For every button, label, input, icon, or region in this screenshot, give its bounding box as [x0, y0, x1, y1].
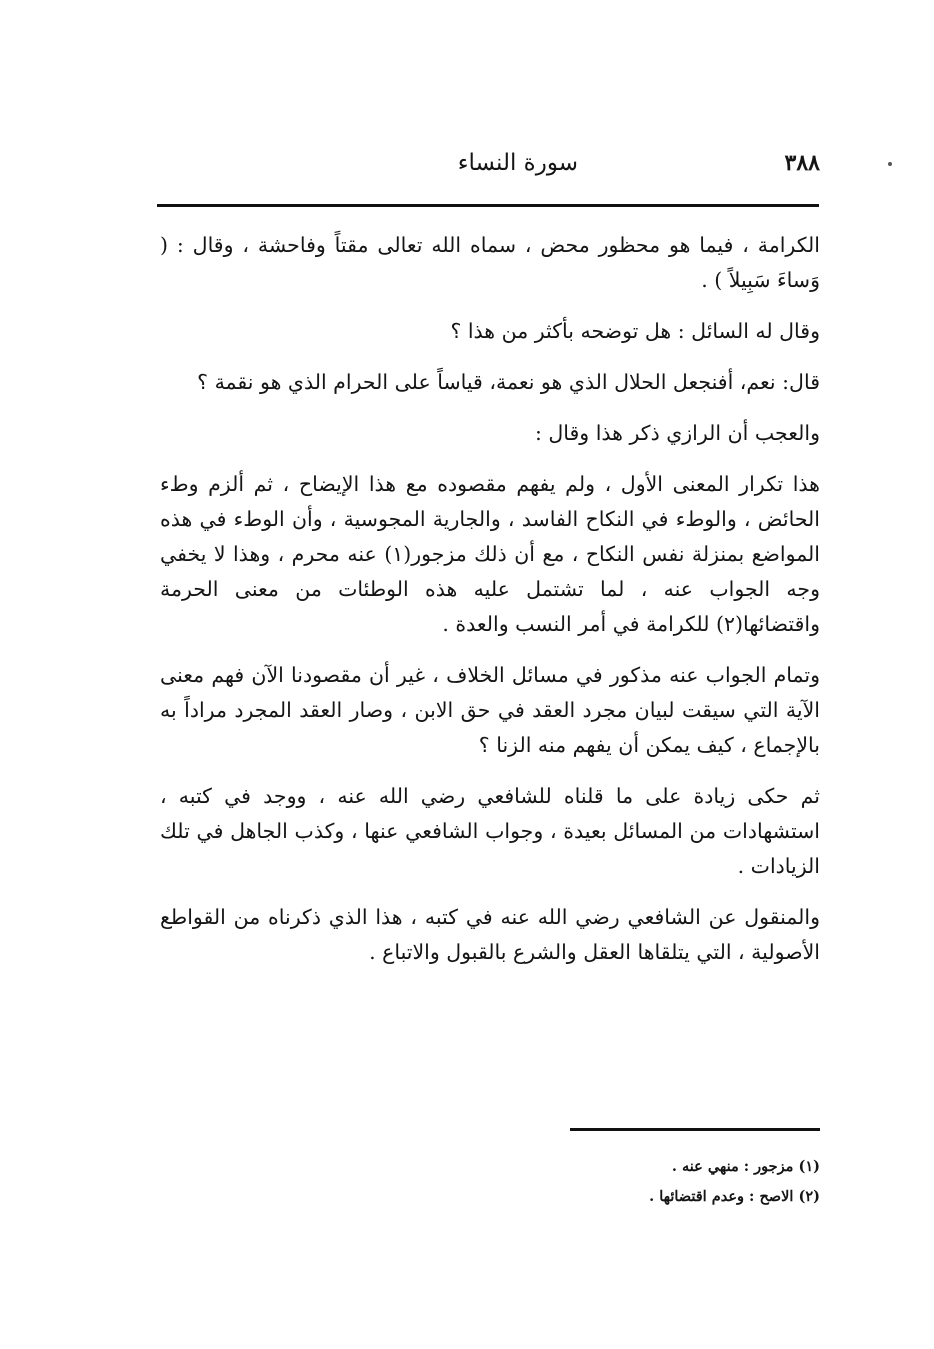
- paragraph: وتمام الجواب عنه مذكور في مسائل الخلاف ، غير أن مقصودنا الآن فهم معنى الآية التي سيقت لبيان مجرد العقد في حق الابن ، وصار العقد المجرد مراداً به بالإجماع ، كيف يمكن أن يفهم منه الزنا ؟: [160, 663, 820, 757]
- header-rule: [157, 204, 819, 207]
- paragraph: قال: نعم، أفنجعل الحلال الذي هو نعمة، قياساً على الحرام الذي هو نقمة ؟: [197, 370, 820, 394]
- paragraph: والعجب أن الرازي ذكر هذا وقال :: [534, 421, 820, 445]
- scan-speck: [888, 162, 892, 166]
- footnote: (٢) الاصح : وعدم اقتضائها .: [649, 1188, 820, 1205]
- page-number: ٣٨٨: [784, 150, 820, 176]
- footnote-rule: [570, 1128, 820, 1131]
- paragraph: هذا تكرار المعنى الأول ، ولم يفهم مقصوده مع هذا الإيضاح ، ثم ألزم وطء الحائض ، والوطء في النكاح الفاسد ، والجارية المجوسية ، وأن الوطء في هذه المواضع بمنزلة نفس النكاح ، مع أن ذلك مزجور(١) عنه محرم ، وهذا لا يخفي وجه الجواب عنه ، لما تشتمل عليه هذه الوطئات من معنى الحرمة واقتضائها(٢) للكرامة في أمر النسب والعدة .: [160, 472, 821, 636]
- paragraph: والمنقول عن الشافعي رضي الله عنه في كتبه ، هذا الذي ذكرناه من القواطع الأصولية ، التي يتلقاها العقل والشرع بالقبول والاتباع .: [160, 905, 820, 964]
- paragraph: ثم حكى زيادة على ما قلناه للشافعي رضي الله عنه ، ووجد في كتبه ، استشهادات من المسائل بعيدة ، وجواب الشافعي عنها ، وكذب الجاهل في تلك الزيادات .: [160, 784, 820, 878]
- page-header: [160, 150, 820, 190]
- footnote: (١) مزجور : منهي عنه .: [671, 1158, 820, 1175]
- running-title: سورة النساء: [457, 150, 578, 176]
- footnotes: [420, 1152, 820, 1212]
- paragraph: وقال له السائل : هل توضحه بأكثر من هذا ؟: [450, 319, 820, 343]
- paragraph: الكرامة ، فيما هو محظور محض ، سماه الله تعالى مقتاً وفاحشة ، وقال : ( وَساءَ سَبِيلاً ) .: [160, 233, 820, 292]
- body-text: [160, 228, 820, 986]
